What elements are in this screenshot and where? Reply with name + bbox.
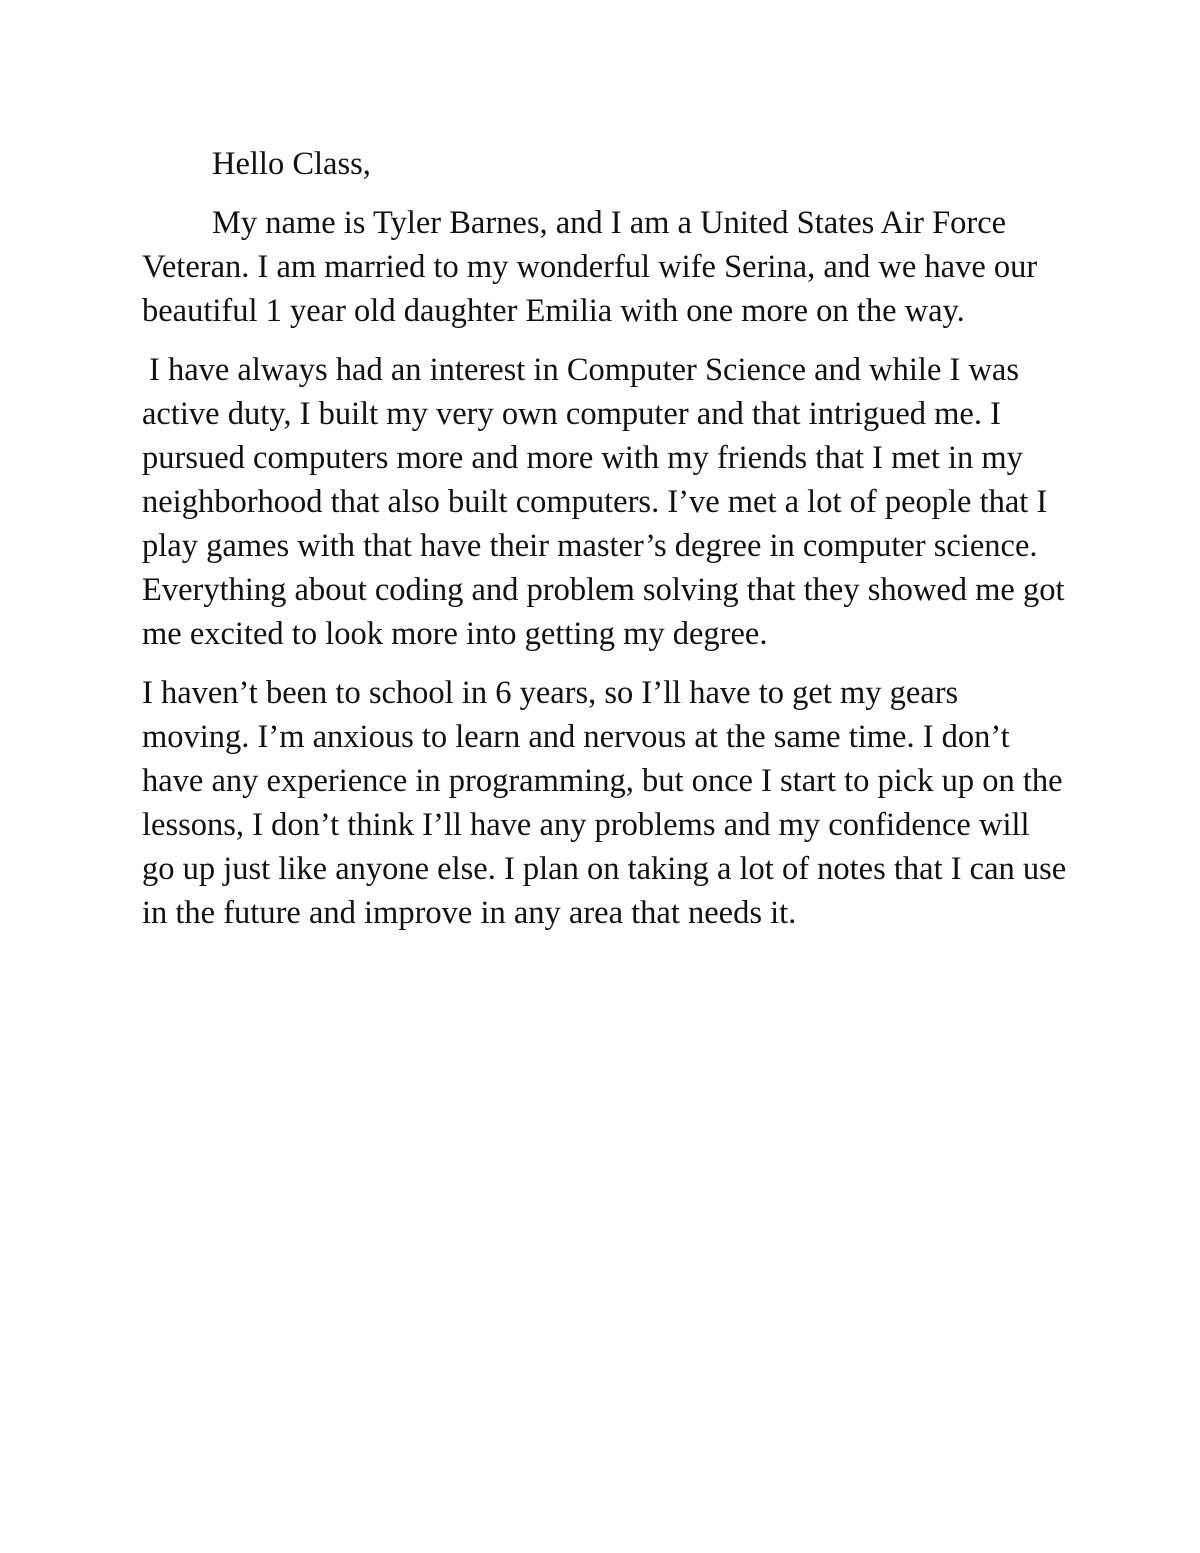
paragraph-interest: I have always had an interest in Computer Science and while I was active duty, I built my very own computer and that intrigued me. I pursued computers more and more with my friends that I met in my neighborhood that also built computers. I’ve met a lot of people that I play games with that have their master’s degree in computer science. Everything about coding and problem solving that they showed me got me excited to look more into getting my degree. <box>142 352 1065 652</box>
paragraph-goals: I haven’t been to school in 6 years, so I’ll have to get my gears moving. I’m anxious to learn and nervous at the same time. I don’t have any experience in programming, but once I start to pick up on the lessons, I don’t think I’ll have any problems and my confidence will go up just like anyone else. I plan on taking a lot of notes that I can use in the future and improve in any area that needs it. <box>142 675 1067 931</box>
greeting-line: Hello Class, <box>212 146 371 182</box>
document-body <box>142 142 1067 950</box>
paragraph-introduction: My name is Tyler Barnes, and I am a United States Air Force Veteran. I am married to my wonderful wife Serina, and we have our beautiful 1 year old daughter Emilia with one more on the way. <box>142 205 1038 329</box>
